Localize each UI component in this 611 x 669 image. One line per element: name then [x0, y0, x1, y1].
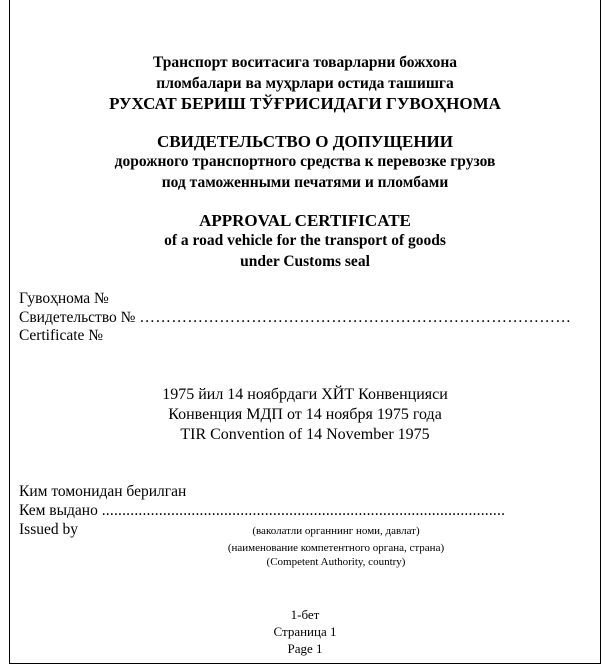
- en-title-line1: APPROVAL CERTIFICATE: [199, 211, 411, 230]
- en-title-line3: under Customs seal: [240, 253, 370, 270]
- issued-by-ru-row: [19, 501, 505, 521]
- convention-uz: 1975 йил 14 ноябрдаги ХЙТ Конвенцияси: [162, 386, 448, 403]
- en-title-line2: of a road vehicle for the transport of goods: [164, 232, 446, 249]
- issued-by-en: Issued by: [19, 521, 78, 538]
- uz-title-line1: Транспорт воситасига товарларни божхона: [152, 54, 458, 71]
- convention-ru: Конвенция МДП от 14 ноября 1975 года: [168, 406, 442, 423]
- certificate-number-en: Certificate №: [19, 327, 104, 344]
- issued-by-ru: Кем выдано: [19, 502, 98, 519]
- page-number-uz: 1-бет: [290, 607, 320, 622]
- certificate-page: [9, 0, 601, 664]
- issued-by-uz: Ким томонидан берилган: [19, 483, 187, 500]
- ru-title-line3: под таможенными печатями и пломбами: [161, 174, 449, 191]
- certificate-number-ru-row: [19, 308, 571, 328]
- page-number-ru: Страница 1: [273, 624, 337, 639]
- page-number-en: Page 1: [287, 641, 323, 656]
- issued-by-hint-uz: (ваколатли органнинг номи, давлат): [252, 525, 420, 537]
- uz-title-line3: РУХСАТ БЕРИШ ТЎҒРИСИДАГИ ГУВОҲНОМА: [109, 94, 501, 113]
- certificate-number-uz: Гувоҳнома №: [19, 290, 109, 307]
- ru-title-line1: СВИДЕТЕЛЬСТВО О ДОПУЩЕНИИ: [156, 132, 453, 151]
- uz-title-line2: пломбалари ва муҳрлари остида ташишга: [156, 75, 454, 92]
- certificate-number-ru: Свидетельство №: [19, 309, 136, 326]
- issued-by-hint-en: (Competent Authority, country): [266, 556, 406, 568]
- certificate-number-field[interactable]: ………………………………………………………………………: [139, 309, 572, 326]
- convention-en: TIR Convention of 14 November 1975: [180, 426, 430, 443]
- issued-by-field[interactable]: ...................................................................................................: [101, 502, 506, 519]
- issued-by-hint-ru: (наименование компетентного органа, страна): [227, 542, 445, 554]
- ru-title-line2: дорожного транспортного средства к перевозке грузов: [114, 153, 496, 170]
